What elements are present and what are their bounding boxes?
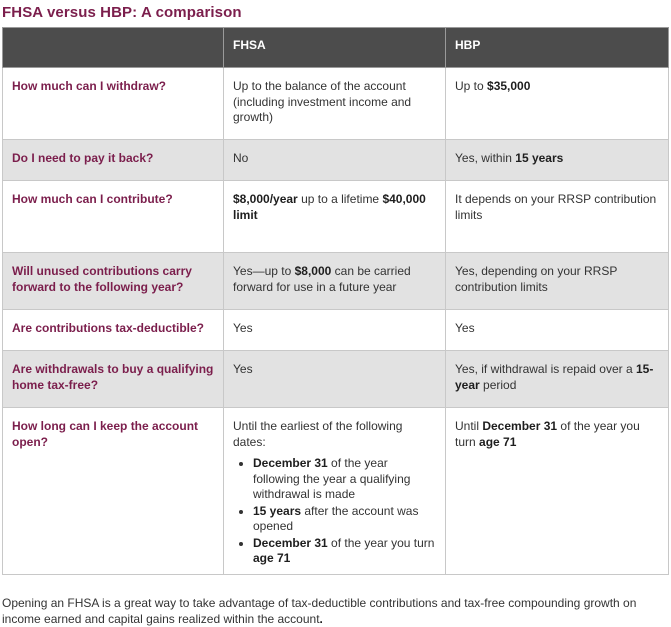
question-cell: How much can I withdraw? — [3, 68, 224, 140]
table-row — [3, 140, 669, 181]
hbp-cell: Yes, within 15 years — [446, 140, 669, 181]
hbp-cell: Up to $35,000 — [446, 68, 669, 140]
fhsa-cell: Until the earliest of the following dates: • December 31 of the year following the year a qualifying withdrawal is made • 15 years after the account was opened • December 31 of the year you turn age 71 — [224, 408, 446, 575]
fhsa-cell: $8,000/year up to a lifetime $40,000 limit — [224, 181, 446, 253]
table-row — [3, 310, 669, 351]
hbp-cell: It depends on your RRSP contribution limits — [446, 181, 669, 253]
table-row — [3, 68, 669, 140]
hbp-cell: Until December 31 of the year you turn age 71 — [446, 408, 669, 575]
header-fhsa: FHSA — [224, 28, 446, 68]
fhsa-cell: Up to the balance of the account (including investment income and growth) — [224, 68, 446, 140]
list-item: • December 31 of the year following the year a qualifying withdrawal is made — [253, 456, 436, 503]
table-row — [3, 351, 669, 408]
fhsa-cell: Yes—up to $8,000 can be carried forward for use in a future year — [224, 253, 446, 310]
page-title: FHSA versus HBP: A comparison — [2, 4, 242, 21]
comparison-table — [2, 27, 669, 575]
table-row — [3, 253, 669, 310]
table-row — [3, 408, 669, 575]
list-item: • December 31 of the year you turn age 71 — [253, 536, 436, 567]
header-question — [3, 28, 224, 68]
question-cell: How long can I keep the account open? — [3, 408, 224, 575]
question-cell: Will unused contributions carry forward to the following year? — [3, 253, 224, 310]
hbp-cell: Yes, if withdrawal is repaid over a 15-year period — [446, 351, 669, 408]
table-row — [3, 181, 669, 253]
question-cell: Are contributions tax-deductible? — [3, 310, 224, 351]
footer-note: Opening an FHSA is a great way to take advantage of tax-deductible contributions and tax-free compounding growth on income earned and capital gains realized within the account. — [2, 596, 637, 626]
fhsa-cell: Yes — [224, 310, 446, 351]
hbp-cell: Yes, depending on your RRSP contribution limits — [446, 253, 669, 310]
header-hbp: HBP — [446, 28, 669, 68]
question-cell: How much can I contribute? — [3, 181, 224, 253]
list-item: • 15 years after the account was opened — [253, 504, 436, 535]
table-header-row — [3, 28, 669, 68]
fhsa-cell: Yes — [224, 351, 446, 408]
date-list — [233, 456, 436, 567]
fhsa-cell: No — [224, 140, 446, 181]
question-cell: Do I need to pay it back? — [3, 140, 224, 181]
hbp-cell: Yes — [446, 310, 669, 351]
question-cell: Are withdrawals to buy a qualifying home tax-free? — [3, 351, 224, 408]
